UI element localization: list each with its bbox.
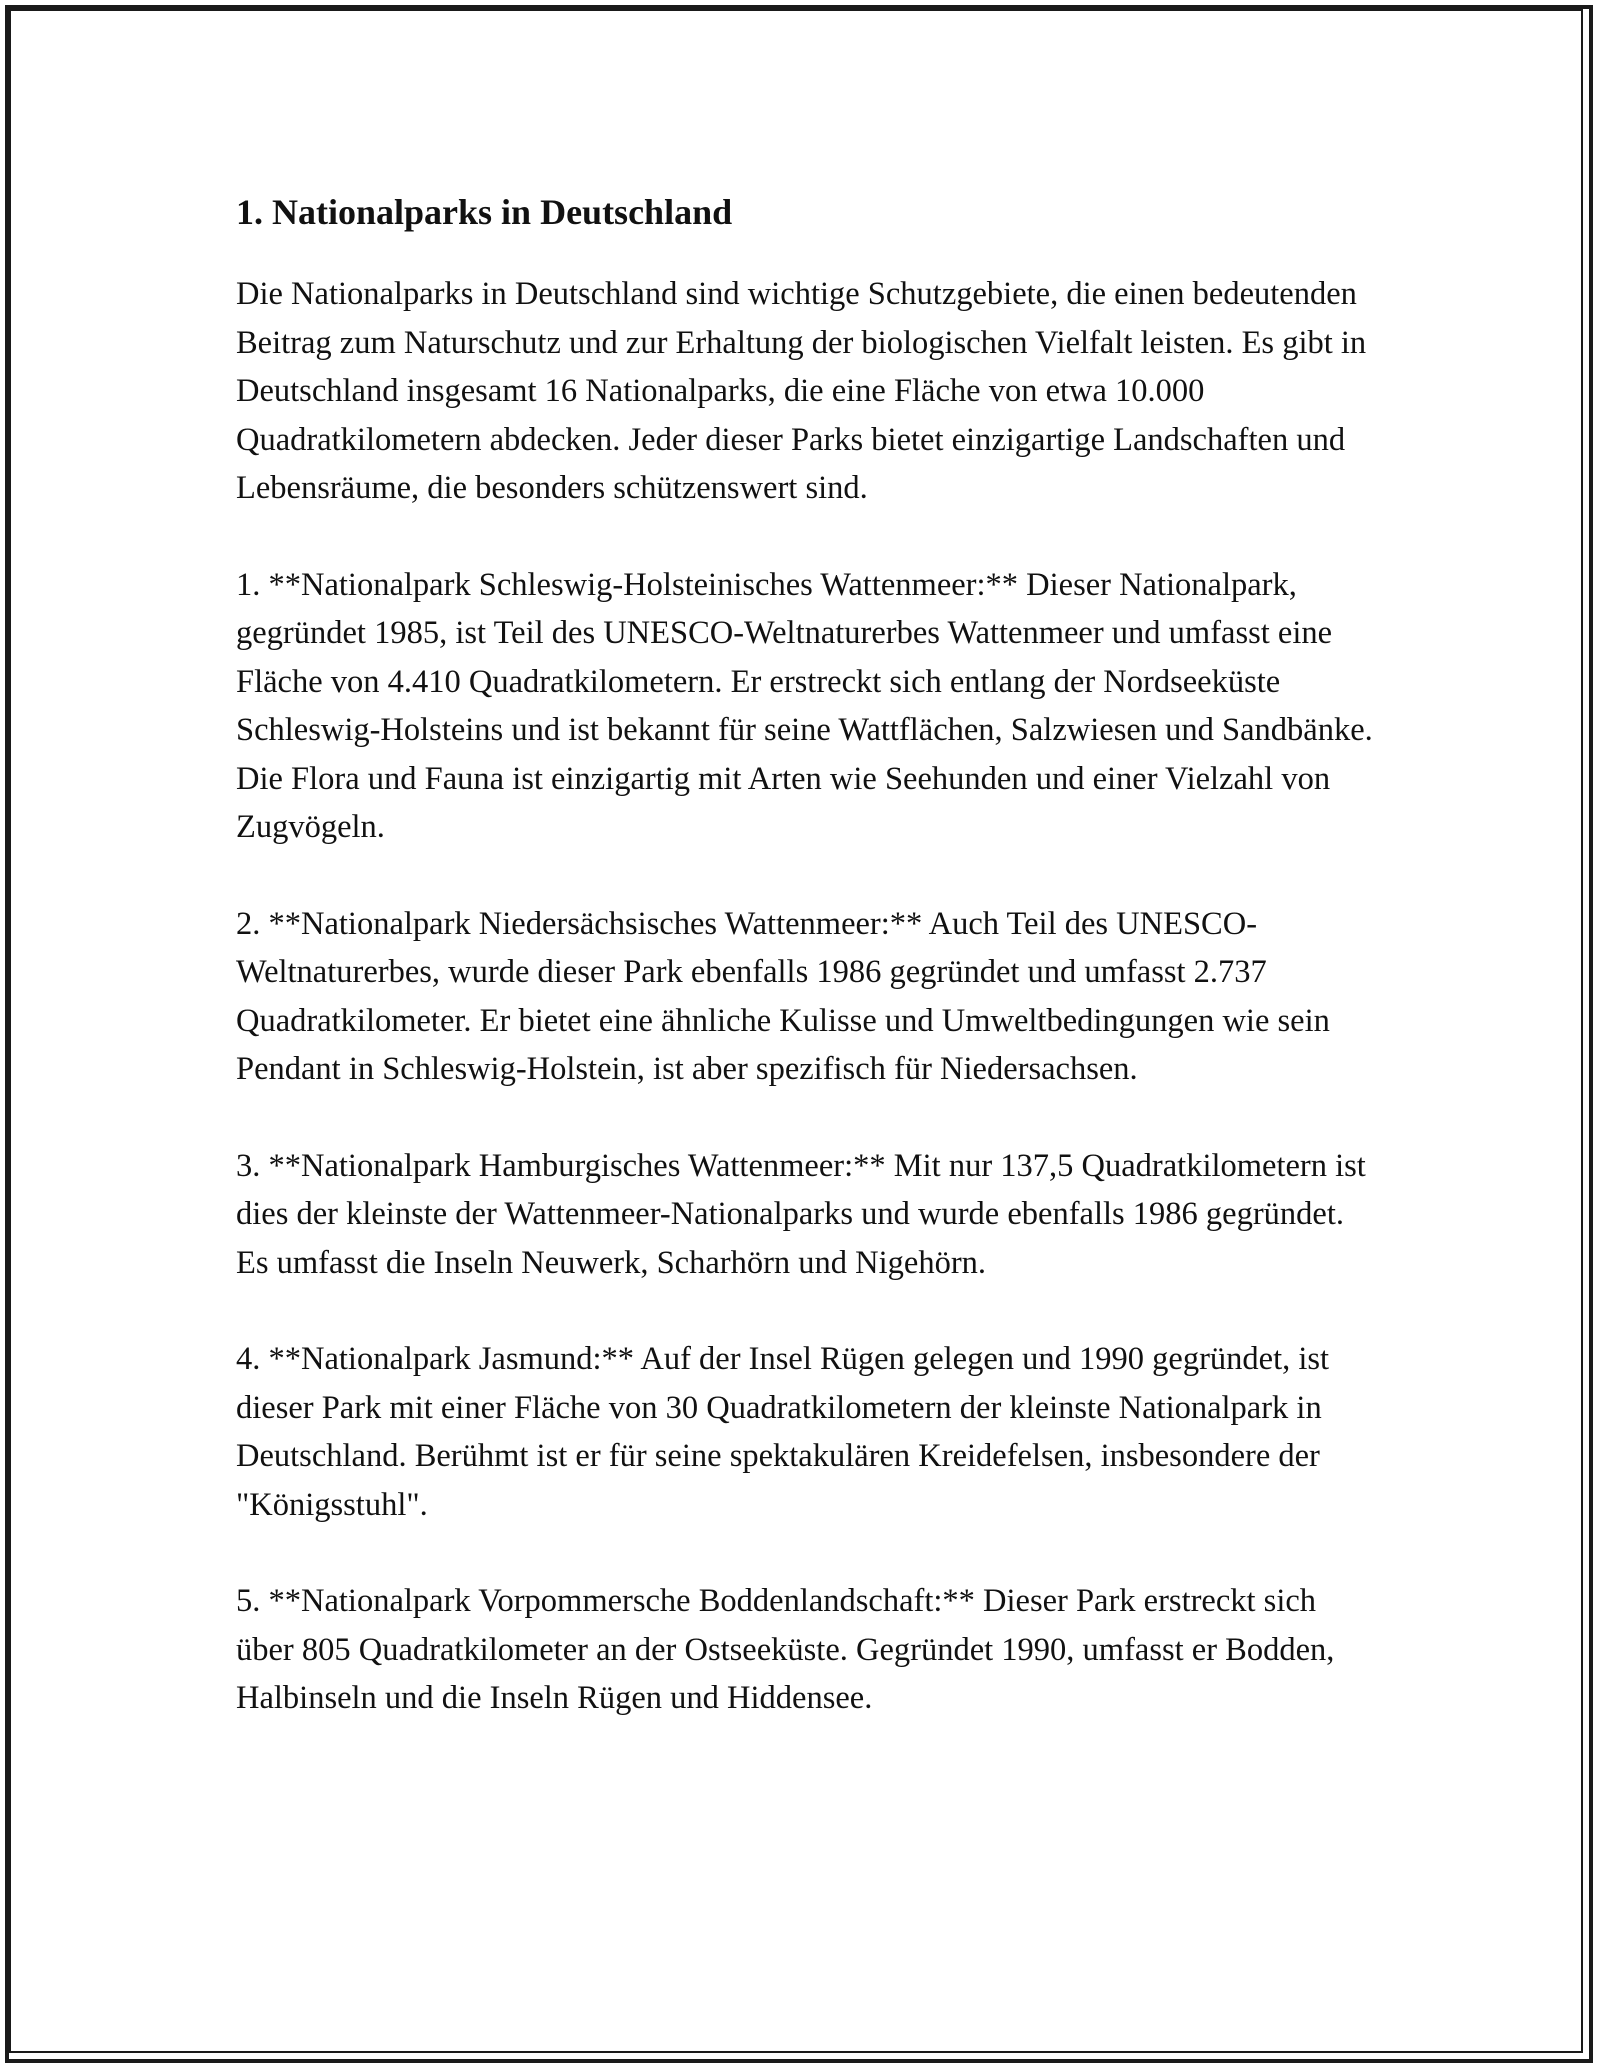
section-heading: 1. Nationalparks in Deutschland	[236, 192, 733, 232]
park-paragraph-hamburg: 3. **Nationalpark Hamburgisches Wattenmeer:** Mit nur 137,5 Quadratkilometern ist dies der kleinste der Wattenmeer-Nationalparks und wurde ebenfalls 1986 gegründet. Es umfasst die Inseln Neuwerk, Scharhörn und Nigehörn.	[236, 1147, 1366, 1281]
park-paragraph-niedersachsen: 2. **Nationalpark Niedersächsisches Wattenmeer:** Auch Teil des UNESCO-Weltnaturerbes, wurde dieser Park ebenfalls 1986 gegründet und umfasst 2.737 Quadratkilometer. Er bietet eine ähnliche Kulisse und Umweltbedingungen wie sein Pendant in Schleswig-Holstein, ist aber spezifisch für Niedersachsen.	[236, 905, 1330, 1087]
park-paragraph-schleswig-holstein: 1. **Nationalpark Schleswig-Holsteinisches Wattenmeer:** Dieser Nationalpark, gegründet 1985, ist Teil des UNESCO-Weltnaturerbes Wattenmeer und umfasst eine Fläche von 4.410 Quadratkilometern. Er erstreckt sich entlang der Nordseeküste Schleswig-Holsteins und ist bekannt für seine Wattflächen, Salzwiesen und Sandbänke. Die Flora und Fauna ist einzigartig mit Arten wie Seehunden und einer Vielzahl von Zugvögeln.	[236, 566, 1373, 845]
intro-paragraph: Die Nationalparks in Deutschland sind wichtige Schutzgebiete, die einen bedeutenden Beitrag zum Naturschutz und zur Erhaltung der biologischen Vielfalt leisten. Es gibt in Deutschland insgesamt 16 Nationalparks, die eine Fläche von etwa 10.000 Quadratkilometern abdecken. Jeder dieser Parks bietet einzigartige Landschaften und Lebensräume, die besonders schützenswert sind.	[236, 276, 1367, 506]
park-paragraph-jasmund: 4. **Nationalpark Jasmund:** Auf der Insel Rügen gelegen und 1990 gegründet, ist dieser Park mit einer Fläche von 30 Quadratkilometern der kleinste Nationalpark in Deutschland. Berühmt ist er für seine spektakulären Kreidefelsen, insbesondere der "Königsstuhl".	[236, 1341, 1330, 1523]
park-paragraph-vorpommern: 5. **Nationalpark Vorpommersche Boddenlandschaft:** Dieser Park erstreckt sich über 805 Quadratkilometer an der Ostseeküste. Gegründet 1990, umfasst er Bodden, Halbinseln und die Inseln Rügen und Hiddensee.	[236, 1583, 1335, 1716]
document-body	[236, 184, 1376, 1771]
